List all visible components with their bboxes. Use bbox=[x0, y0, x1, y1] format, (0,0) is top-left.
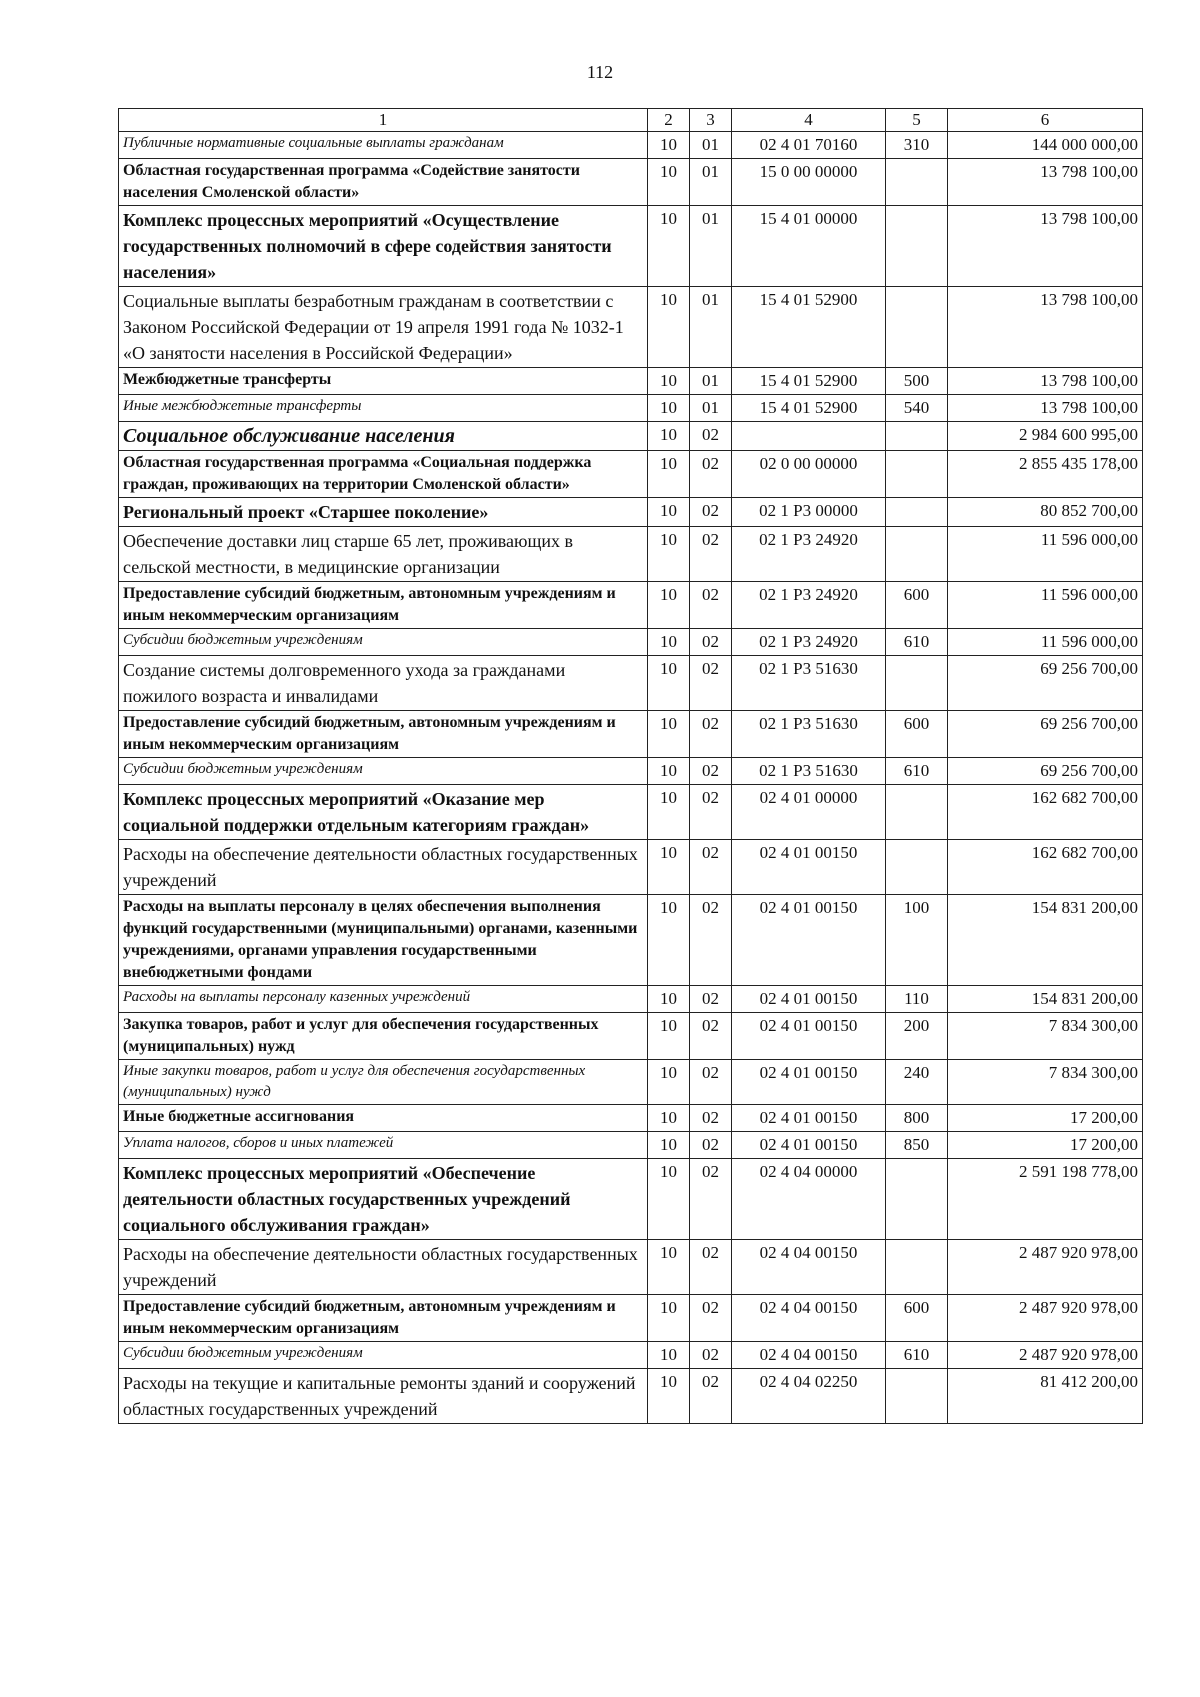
row-subsection-code: 01 bbox=[690, 206, 732, 287]
row-subsection-code: 02 bbox=[690, 498, 732, 527]
row-target-article: 02 4 01 00150 bbox=[732, 895, 886, 986]
row-section-code: 10 bbox=[648, 287, 690, 368]
row-target-article: 15 4 01 00000 bbox=[732, 206, 886, 287]
row-target-article: 02 1 Р3 24920 bbox=[732, 582, 886, 629]
row-name: Иные закупки товаров, работ и услуг для обеспечения государственных (муниципальных) нужд bbox=[119, 1060, 648, 1105]
row-name: Предоставление субсидий бюджетным, автономным учреждениям и иным некоммерческим организациям bbox=[119, 582, 648, 629]
header-cell: 4 bbox=[732, 109, 886, 132]
row-expense-type: 500 bbox=[886, 368, 948, 395]
row-target-article: 02 4 01 00150 bbox=[732, 1132, 886, 1159]
table-row bbox=[119, 527, 1143, 582]
row-section-code: 10 bbox=[648, 527, 690, 582]
row-target-article bbox=[732, 422, 886, 451]
row-target-article: 02 4 01 00150 bbox=[732, 986, 886, 1013]
row-expense-type bbox=[886, 656, 948, 711]
row-name: Субсидии бюджетным учреждениям bbox=[119, 758, 648, 785]
table-row bbox=[119, 206, 1143, 287]
row-section-code: 10 bbox=[648, 159, 690, 206]
row-expense-type: 310 bbox=[886, 132, 948, 159]
row-amount: 2 855 435 178,00 bbox=[948, 451, 1143, 498]
table-row bbox=[119, 1240, 1143, 1295]
table-row bbox=[119, 582, 1143, 629]
row-expense-type bbox=[886, 206, 948, 287]
row-name: Межбюджетные трансферты bbox=[119, 368, 648, 395]
row-section-code: 10 bbox=[648, 656, 690, 711]
row-amount: 11 596 000,00 bbox=[948, 527, 1143, 582]
row-amount: 13 798 100,00 bbox=[948, 368, 1143, 395]
row-target-article: 02 4 04 00150 bbox=[732, 1295, 886, 1342]
table-row bbox=[119, 368, 1143, 395]
row-expense-type bbox=[886, 785, 948, 840]
row-amount: 7 834 300,00 bbox=[948, 1060, 1143, 1105]
row-amount: 2 591 198 778,00 bbox=[948, 1159, 1143, 1240]
row-section-code: 10 bbox=[648, 1295, 690, 1342]
table-header-row bbox=[119, 109, 1143, 132]
row-target-article: 02 4 01 00000 bbox=[732, 785, 886, 840]
row-name: Расходы на обеспечение деятельности областных государственных учреждений bbox=[119, 840, 648, 895]
table-row bbox=[119, 1159, 1143, 1240]
table-row bbox=[119, 1369, 1143, 1424]
row-name: Комплекс процессных мероприятий «Обеспечение деятельности областных государственных учреждений социального обслуживания граждан» bbox=[119, 1159, 648, 1240]
row-name: Областная государственная программа «Социальная поддержка граждан, проживающих на территории Смоленской области» bbox=[119, 451, 648, 498]
row-subsection-code: 02 bbox=[690, 1159, 732, 1240]
row-subsection-code: 02 bbox=[690, 1369, 732, 1424]
table-row bbox=[119, 498, 1143, 527]
row-subsection-code: 02 bbox=[690, 986, 732, 1013]
row-target-article: 02 4 04 02250 bbox=[732, 1369, 886, 1424]
row-amount: 11 596 000,00 bbox=[948, 582, 1143, 629]
row-expense-type: 100 bbox=[886, 895, 948, 986]
row-section-code: 10 bbox=[648, 986, 690, 1013]
row-subsection-code: 02 bbox=[690, 422, 732, 451]
row-subsection-code: 02 bbox=[690, 895, 732, 986]
table-row bbox=[119, 656, 1143, 711]
row-expense-type: 600 bbox=[886, 711, 948, 758]
header-cell: 1 bbox=[119, 109, 648, 132]
row-target-article: 02 4 01 70160 bbox=[732, 132, 886, 159]
row-amount: 13 798 100,00 bbox=[948, 395, 1143, 422]
row-target-article: 15 4 01 52900 bbox=[732, 395, 886, 422]
row-name: Расходы на обеспечение деятельности областных государственных учреждений bbox=[119, 1240, 648, 1295]
row-name: Создание системы долговременного ухода за гражданами пожилого возраста и инвалидами bbox=[119, 656, 648, 711]
row-section-code: 10 bbox=[648, 1132, 690, 1159]
header-cell: 3 bbox=[690, 109, 732, 132]
row-amount: 2 487 920 978,00 bbox=[948, 1342, 1143, 1369]
row-target-article: 02 4 04 00150 bbox=[732, 1342, 886, 1369]
table-row bbox=[119, 895, 1143, 986]
row-expense-type: 610 bbox=[886, 1342, 948, 1369]
row-subsection-code: 02 bbox=[690, 527, 732, 582]
row-amount: 69 256 700,00 bbox=[948, 656, 1143, 711]
table-row bbox=[119, 840, 1143, 895]
row-amount: 17 200,00 bbox=[948, 1132, 1143, 1159]
row-amount: 162 682 700,00 bbox=[948, 840, 1143, 895]
row-section-code: 10 bbox=[648, 1060, 690, 1105]
row-section-code: 10 bbox=[648, 1240, 690, 1295]
row-subsection-code: 02 bbox=[690, 1105, 732, 1132]
row-name: Предоставление субсидий бюджетным, автономным учреждениям и иным некоммерческим организациям bbox=[119, 1295, 648, 1342]
table-row bbox=[119, 287, 1143, 368]
row-section-code: 10 bbox=[648, 758, 690, 785]
row-target-article: 02 1 Р3 24920 bbox=[732, 527, 886, 582]
row-expense-type bbox=[886, 422, 948, 451]
row-section-code: 10 bbox=[648, 629, 690, 656]
row-amount: 154 831 200,00 bbox=[948, 986, 1143, 1013]
table-row bbox=[119, 132, 1143, 159]
row-target-article: 02 4 04 00150 bbox=[732, 1240, 886, 1295]
row-name: Областная государственная программа «Содействие занятости населения Смоленской области» bbox=[119, 159, 648, 206]
row-section-code: 10 bbox=[648, 1159, 690, 1240]
row-section-code: 10 bbox=[648, 1342, 690, 1369]
row-expense-type bbox=[886, 287, 948, 368]
row-name: Закупка товаров, работ и услуг для обеспечения государственных (муниципальных) нужд bbox=[119, 1013, 648, 1060]
row-target-article: 02 4 01 00150 bbox=[732, 1105, 886, 1132]
row-expense-type bbox=[886, 527, 948, 582]
budget-table bbox=[118, 108, 1143, 1424]
row-target-article: 15 4 01 52900 bbox=[732, 287, 886, 368]
row-expense-type: 540 bbox=[886, 395, 948, 422]
row-subsection-code: 01 bbox=[690, 368, 732, 395]
row-subsection-code: 02 bbox=[690, 1240, 732, 1295]
header-cell: 6 bbox=[948, 109, 1143, 132]
table-row bbox=[119, 758, 1143, 785]
table-row bbox=[119, 422, 1143, 451]
row-target-article: 15 4 01 52900 bbox=[732, 368, 886, 395]
row-expense-type bbox=[886, 498, 948, 527]
row-subsection-code: 02 bbox=[690, 1060, 732, 1105]
row-subsection-code: 02 bbox=[690, 840, 732, 895]
table-row bbox=[119, 986, 1143, 1013]
row-section-code: 10 bbox=[648, 368, 690, 395]
row-amount: 69 256 700,00 bbox=[948, 758, 1143, 785]
row-expense-type: 110 bbox=[886, 986, 948, 1013]
row-subsection-code: 02 bbox=[690, 711, 732, 758]
row-section-code: 10 bbox=[648, 132, 690, 159]
row-amount: 13 798 100,00 bbox=[948, 159, 1143, 206]
row-section-code: 10 bbox=[648, 451, 690, 498]
row-target-article: 02 1 Р3 24920 bbox=[732, 629, 886, 656]
row-name: Предоставление субсидий бюджетным, автономным учреждениям и иным некоммерческим организациям bbox=[119, 711, 648, 758]
row-subsection-code: 02 bbox=[690, 656, 732, 711]
row-subsection-code: 02 bbox=[690, 758, 732, 785]
row-amount: 13 798 100,00 bbox=[948, 287, 1143, 368]
row-name: Публичные нормативные социальные выплаты гражданам bbox=[119, 132, 648, 159]
row-expense-type: 850 bbox=[886, 1132, 948, 1159]
row-target-article: 02 0 00 00000 bbox=[732, 451, 886, 498]
row-name: Иные бюджетные ассигнования bbox=[119, 1105, 648, 1132]
row-expense-type bbox=[886, 1240, 948, 1295]
row-target-article: 15 0 00 00000 bbox=[732, 159, 886, 206]
row-amount: 11 596 000,00 bbox=[948, 629, 1143, 656]
row-amount: 2 487 920 978,00 bbox=[948, 1295, 1143, 1342]
row-target-article: 02 1 Р3 51630 bbox=[732, 656, 886, 711]
row-amount: 69 256 700,00 bbox=[948, 711, 1143, 758]
table-row bbox=[119, 1295, 1143, 1342]
row-name: Иные межбюджетные трансферты bbox=[119, 395, 648, 422]
row-target-article: 02 1 Р3 00000 bbox=[732, 498, 886, 527]
row-expense-type: 600 bbox=[886, 582, 948, 629]
row-subsection-code: 02 bbox=[690, 629, 732, 656]
table-row bbox=[119, 711, 1143, 758]
row-expense-type bbox=[886, 840, 948, 895]
row-target-article: 02 4 01 00150 bbox=[732, 1060, 886, 1105]
row-section-code: 10 bbox=[648, 1369, 690, 1424]
row-name: Субсидии бюджетным учреждениям bbox=[119, 629, 648, 656]
row-subsection-code: 01 bbox=[690, 287, 732, 368]
row-name: Социальные выплаты безработным гражданам в соответствии с Законом Российской Федерации от 19 апреля 1991 года № 1032-1 «О занятости населения в Российской Федерации» bbox=[119, 287, 648, 368]
row-expense-type: 610 bbox=[886, 758, 948, 785]
row-subsection-code: 02 bbox=[690, 1132, 732, 1159]
row-target-article: 02 4 01 00150 bbox=[732, 1013, 886, 1060]
row-name: Обеспечение доставки лиц старше 65 лет, проживающих в сельской местности, в медицинские организации bbox=[119, 527, 648, 582]
row-subsection-code: 02 bbox=[690, 451, 732, 498]
row-target-article: 02 4 01 00150 bbox=[732, 840, 886, 895]
row-section-code: 10 bbox=[648, 498, 690, 527]
row-expense-type: 200 bbox=[886, 1013, 948, 1060]
row-name: Социальное обслуживание населения bbox=[119, 422, 648, 451]
table-row bbox=[119, 1105, 1143, 1132]
row-name: Расходы на текущие и капитальные ремонты зданий и сооружений областных государственных учреждений bbox=[119, 1369, 648, 1424]
row-subsection-code: 01 bbox=[690, 395, 732, 422]
row-section-code: 10 bbox=[648, 422, 690, 451]
row-subsection-code: 02 bbox=[690, 785, 732, 840]
row-name: Расходы на выплаты персоналу казенных учреждений bbox=[119, 986, 648, 1013]
row-expense-type: 800 bbox=[886, 1105, 948, 1132]
table-row bbox=[119, 395, 1143, 422]
row-section-code: 10 bbox=[648, 395, 690, 422]
row-section-code: 10 bbox=[648, 840, 690, 895]
row-expense-type bbox=[886, 159, 948, 206]
row-expense-type bbox=[886, 451, 948, 498]
row-name: Региональный проект «Старшее поколение» bbox=[119, 498, 648, 527]
row-expense-type bbox=[886, 1159, 948, 1240]
row-expense-type: 610 bbox=[886, 629, 948, 656]
table-row bbox=[119, 159, 1143, 206]
row-section-code: 10 bbox=[648, 1105, 690, 1132]
row-amount: 154 831 200,00 bbox=[948, 895, 1143, 986]
row-section-code: 10 bbox=[648, 1013, 690, 1060]
row-expense-type bbox=[886, 1369, 948, 1424]
row-name: Комплекс процессных мероприятий «Оказание мер социальной поддержки отдельным категориям граждан» bbox=[119, 785, 648, 840]
row-amount: 7 834 300,00 bbox=[948, 1013, 1143, 1060]
row-section-code: 10 bbox=[648, 582, 690, 629]
row-amount: 144 000 000,00 bbox=[948, 132, 1143, 159]
row-amount: 80 852 700,00 bbox=[948, 498, 1143, 527]
row-amount: 2 984 600 995,00 bbox=[948, 422, 1143, 451]
row-amount: 162 682 700,00 bbox=[948, 785, 1143, 840]
table-row bbox=[119, 1060, 1143, 1105]
table-row bbox=[119, 1013, 1143, 1060]
row-section-code: 10 bbox=[648, 895, 690, 986]
row-subsection-code: 01 bbox=[690, 159, 732, 206]
row-amount: 81 412 200,00 bbox=[948, 1369, 1143, 1424]
row-target-article: 02 4 04 00000 bbox=[732, 1159, 886, 1240]
row-name: Субсидии бюджетным учреждениям bbox=[119, 1342, 648, 1369]
header-cell: 2 bbox=[648, 109, 690, 132]
row-amount: 2 487 920 978,00 bbox=[948, 1240, 1143, 1295]
table-row bbox=[119, 629, 1143, 656]
row-target-article: 02 1 Р3 51630 bbox=[732, 758, 886, 785]
table-row bbox=[119, 1132, 1143, 1159]
row-name: Расходы на выплаты персоналу в целях обеспечения выполнения функций государственными (муниципальными) органами, казенными учреждениями, органами управления государственными внебюджетными фондами bbox=[119, 895, 648, 986]
row-subsection-code: 02 bbox=[690, 1295, 732, 1342]
row-expense-type: 600 bbox=[886, 1295, 948, 1342]
page-number: 112 bbox=[586, 62, 614, 82]
row-name: Уплата налогов, сборов и иных платежей bbox=[119, 1132, 648, 1159]
row-amount: 13 798 100,00 bbox=[948, 206, 1143, 287]
row-subsection-code: 01 bbox=[690, 132, 732, 159]
row-expense-type: 240 bbox=[886, 1060, 948, 1105]
row-subsection-code: 02 bbox=[690, 1342, 732, 1369]
row-section-code: 10 bbox=[648, 206, 690, 287]
table-row bbox=[119, 785, 1143, 840]
row-subsection-code: 02 bbox=[690, 582, 732, 629]
row-target-article: 02 1 Р3 51630 bbox=[732, 711, 886, 758]
table-row bbox=[119, 451, 1143, 498]
table-row bbox=[119, 1342, 1143, 1369]
row-amount: 17 200,00 bbox=[948, 1105, 1143, 1132]
header-cell: 5 bbox=[886, 109, 948, 132]
row-section-code: 10 bbox=[648, 785, 690, 840]
row-subsection-code: 02 bbox=[690, 1013, 732, 1060]
row-section-code: 10 bbox=[648, 711, 690, 758]
row-name: Комплекс процессных мероприятий «Осуществление государственных полномочий в сфере содействия занятости населения» bbox=[119, 206, 648, 287]
